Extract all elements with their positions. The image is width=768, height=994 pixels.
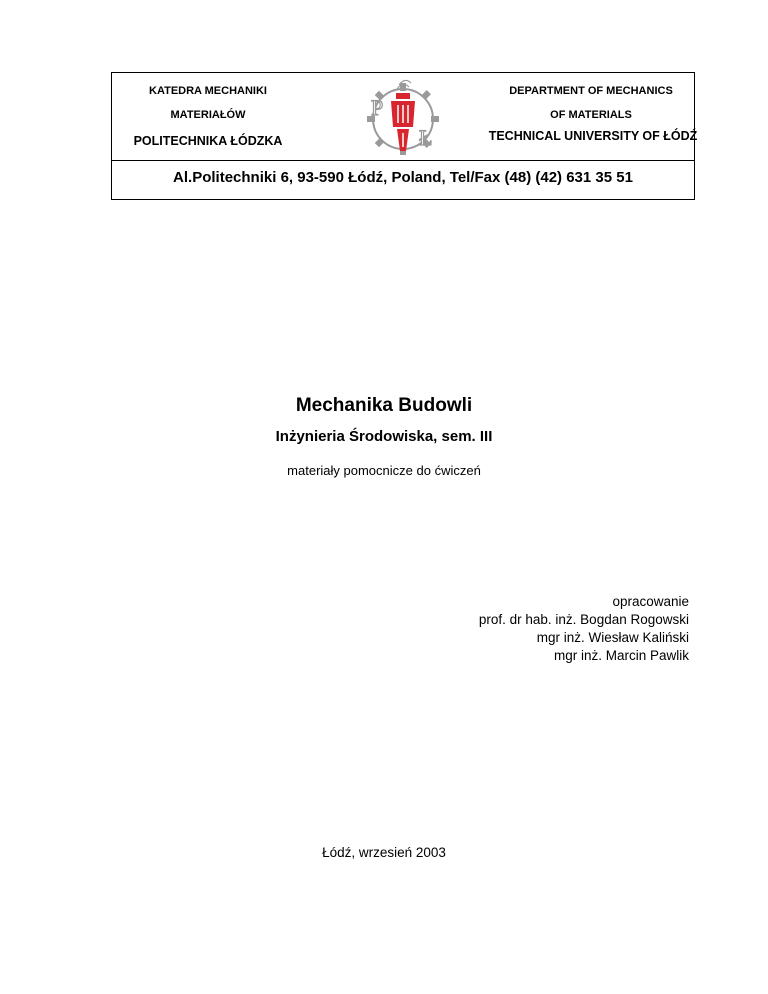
dept-name-pl-line1: KATEDRA MECHANIKI: [149, 85, 267, 97]
university-logo: [363, 75, 443, 159]
letterhead-top: [112, 73, 698, 161]
logo-letter-l: Ł: [419, 125, 433, 150]
address-line: Al.Politechniki 6, 93-590 Łódź, Poland, Tel/Fax (48) (42) 631 35 51: [173, 169, 633, 186]
logo-letter-p: P: [371, 95, 384, 120]
authors-heading: opracowanie: [612, 594, 689, 609]
place-date: Łódź, wrzesień 2003: [322, 845, 446, 860]
author-name: prof. dr hab. inż. Bogdan Rogowski: [478, 612, 689, 627]
author-name: mgr inż. Wiesław Kaliński: [536, 630, 689, 645]
document-title: Mechanika Budowli: [295, 395, 473, 416]
dept-name-en-line1: DEPARTMENT OF MECHANICS: [509, 85, 673, 97]
author-name: mgr inż. Marcin Pawlik: [553, 648, 689, 663]
document-subtitle: Inżynieria Środowiska, sem. III: [275, 428, 493, 445]
university-name-en: TECHNICAL UNIVERSITY OF ŁÓDŹ: [488, 129, 698, 143]
dept-name-en-line2: OF MATERIALS: [550, 109, 632, 121]
dept-name-pl-line2: MATERIAŁÓW: [170, 109, 246, 121]
university-name-pl: POLITECHNIKA ŁÓDZKA: [133, 134, 283, 148]
authors-block: [479, 593, 689, 665]
letterhead: [111, 72, 698, 200]
document-description: materiały pomocnicze do ćwiczeń: [287, 463, 481, 478]
